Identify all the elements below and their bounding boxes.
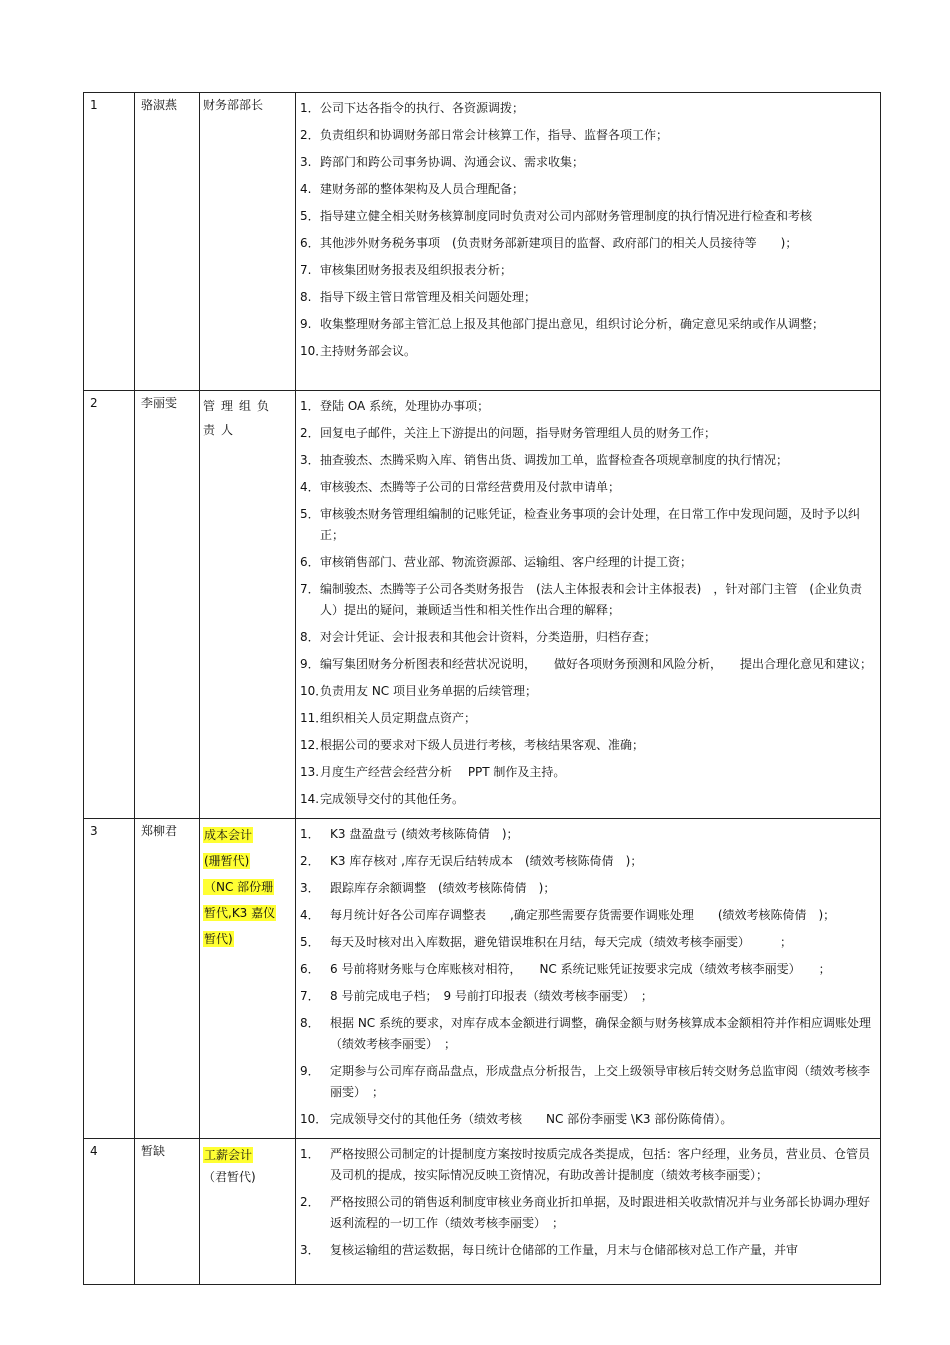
duty-text: 组织相关人员定期盘点资产； [320,711,477,725]
duty-text: 对会计凭证、会计报表和其他会计资料，分类造册，归档存查； [320,630,657,644]
duty-number: 8. [300,290,312,304]
duty-text: K3 库存核对 ,库存无误后结转成本 (绩效考核陈倚倩 )； [330,854,643,868]
duty-item [300,681,876,702]
duty-item [300,627,876,648]
position-note: 暂代,K3 嘉仪 [204,906,276,920]
duty-text: 完成领导交付的其他任务。 [320,792,465,806]
duty-item [300,708,876,729]
duty-item [300,1144,876,1186]
duty-text: 审核销售部门、营业部、物流资源部、运输组、客户经理的计提工资； [320,555,693,569]
duty-item [300,851,876,872]
position-note: (珊暂代) [204,854,250,868]
duty-number: 6． [300,236,320,250]
duty-item [300,1192,876,1234]
duty-number: 4． [300,480,320,494]
duty-number: 1． [300,101,320,115]
position-cell [200,93,296,391]
duty-text: 审核骏杰财务管理组编制的记账凭证，检查业务事项的会计处理，在日常工作中发现问题，及时予以纠正； [320,507,861,542]
duty-number: 3． [300,1243,320,1257]
position-note: （君暂代) [203,1170,256,1184]
duty-item [300,986,876,1007]
position-title: 管理组负责人 [203,399,276,437]
duty-item [300,735,876,756]
duty-text: 定期参与公司库存商品盘点，形成盘点分析报告，上交上级领导审核后转交财务总监审阅（绩效考核李丽雯） ； [330,1064,871,1099]
position-cell [200,1139,296,1285]
duty-text: 6 号前将财务账与仓库账核对相符， NC 系统记账凭证按要求完成（绩效考核李丽雯） ； [330,962,831,976]
duty-item [300,552,876,573]
duty-item [300,206,876,227]
duty-number: 1． [300,399,320,413]
duty-item [300,1061,876,1103]
duty-text: 根据 NC 系统的要求，对库存成本金额进行调整，确保金额与财务核算成本金额相符并作相应调账处理（绩效考核李丽雯） ； [330,1016,871,1051]
table-row [84,1139,881,1285]
duty-text: 编写集团财务分析图表和经营状况说明， 做好各项财务预测和风险分析， 提出合理化意见和建议； [320,657,873,671]
duty-item [300,789,876,810]
duty-number: 2． [300,854,320,868]
duty-number: 6． [300,555,320,569]
duty-text: 收集整理财务部主管汇总上报及其他部门提出意见，组织讨论分析，确定意见采纳或作从调整； [320,317,825,331]
duty-number: 9． [300,657,320,671]
table-row [84,391,881,819]
duty-number: 7. [300,263,312,277]
duty-item [300,341,876,362]
duty-number: 1． [300,1147,320,1161]
duties-cell [296,391,881,819]
duty-text: 负责用友 NC 项目业务单据的后续管理； [320,684,537,698]
duties-cell [296,819,881,1139]
duty-number: 5． [300,507,320,521]
duty-item [300,98,876,119]
table-row [84,93,881,391]
row-number: 2 [84,391,135,819]
duty-item [300,959,876,980]
duty-item [300,1240,876,1261]
position-title: 财务部部长 [203,98,264,112]
duty-text: 每天及时核对出入库数据，避免错误堆积在月结，每天完成（绩效考核李丽雯） ； [330,935,793,949]
duty-number: 14. [300,792,320,806]
duty-item [300,905,876,926]
duty-item [300,314,876,335]
duty-item [300,179,876,200]
duty-text: 负责组织和协调财务部日常会计核算工作，指导、监督各项工作； [320,128,669,142]
duty-text: 指导下级主管日常管理及相关问题处理； [320,290,537,304]
duty-text: 主持财务部会议。 [320,344,417,358]
position-cell [200,391,296,819]
duty-number: 8． [300,630,320,644]
duty-number: 2． [300,128,320,142]
duty-number: 10． [300,684,328,698]
duty-item [300,125,876,146]
duty-item [300,824,876,845]
duty-text: 审核集团财务报表及组织报表分析； [320,263,513,277]
duty-text: 严格按照公司的销售返利制度审核业务商业折扣单据，及时跟进相关收款情况并与业务部长协调办理好返利流程的一切工作（绩效考核李丽雯） ； [330,1195,871,1230]
row-number: 3 [84,819,135,1139]
duty-number: 7． [300,989,320,1003]
duty-item [300,233,876,254]
employee-name: 郑柳君 [135,819,200,1139]
duty-text: 跟踪库存余额调整 (绩效考核陈倚倩 )； [330,881,556,895]
duty-text: 回复电子邮件，关注上下游提出的问题，指导财务管理组人员的财务工作； [320,426,717,440]
duty-number: 9． [300,1064,320,1078]
duties-cell [296,1139,881,1285]
duty-text: 完成领导交付的其他任务（绩效考核 NC 部份李丽雯 \K3 部份陈倚倩）。 [330,1112,733,1126]
duty-text: 指导建立健全相关财务核算制度同时负责对公司内部财务管理制度的执行情况进行检查和考核 [320,209,813,223]
duty-number: 5． [300,209,320,223]
duty-number: 5． [300,935,320,949]
duty-text: 其他涉外财务税务事项 (负责财务部新建项目的监督、政府部门的相关人员接待等 )； [320,236,798,250]
duty-number: 6． [300,962,320,976]
duty-text: 登陆 OA 系统，处理协办事项； [320,399,490,413]
duty-text: 根据公司的要求对下级人员进行考核，考核结果客观、准确； [320,738,645,752]
employee-name: 李丽雯 [135,391,200,819]
duty-number: 10． [300,344,328,358]
duty-number: 11． [300,711,328,725]
position-title: 工薪会计 [204,1148,253,1162]
duty-number: 1． [300,827,320,841]
duty-item [300,152,876,173]
employee-name: 骆淑燕 [135,93,200,391]
duty-item [300,423,876,444]
employee-name: 暂缺 [135,1139,200,1285]
duty-text: 严格按照公司制定的计提制度方案按时按质完成各类提成，包括：客户经理，业务员，营业员、仓管员及司机的提成，按实际情况反映工资情况，有助改善计提制度（绩效考核李丽雯）； [330,1147,871,1182]
duty-text: K3 盘盈盘亏 (绩效考核陈倚倩 )； [330,827,519,841]
duty-table [83,92,881,1285]
duty-text: 抽查骏杰、杰腾采购入库、销售出货、调拨加工单，监督检查各项规章制度的执行情况； [320,453,789,467]
duty-number: 4． [300,908,320,922]
duty-number: 2． [300,1195,320,1209]
duties-cell [296,93,881,391]
duty-number: 4. [300,182,312,196]
duty-text: 公司下达各指令的执行、各资源调拨； [320,101,525,115]
duty-number: 12． [300,738,328,752]
position-cell [200,819,296,1139]
duty-item [300,932,876,953]
table-row [84,819,881,1139]
duty-number: 13. [300,765,320,779]
duty-item [300,287,876,308]
row-number: 4 [84,1139,135,1285]
duty-text: 建财务部的整体架构及人员合理配备； [320,182,525,196]
duty-number: 7． [300,582,320,596]
duty-item [300,1109,876,1130]
duty-item [300,1013,876,1055]
duty-number: 3． [300,453,320,467]
duty-item [300,654,876,675]
duty-text: 8 号前完成电子档； 9 号前打印报表（绩效考核李丽雯） ； [330,989,653,1003]
duty-item [300,396,876,417]
duty-text: 月度生产经营会经营分析 PPT 制作及主持。 [320,765,566,779]
duty-text: 跨部门和跨公司事务协调、沟通会议、需求收集； [320,155,585,169]
duty-item [300,504,876,546]
position-note: 暂代) [204,932,233,946]
duty-text: 复核运输组的营运数据，每日统计仓储部的工作量，月末与仓储部核对总工作产量，并审 [330,1243,799,1257]
duty-number: 3. [300,155,312,169]
position-note: （NC 部份珊 [204,880,274,894]
duty-text: 审核骏杰、杰腾等子公司的日常经营费用及付款申请单； [320,480,621,494]
duty-item [300,579,876,621]
duty-item [300,762,876,783]
duty-number: 2． [300,426,320,440]
duty-item [300,878,876,899]
duty-item [300,477,876,498]
duty-text: 编制骏杰、杰腾等子公司各类财务报告 (法人主体报表和会计主体报表) ，针对部门主管 (企业负责人）提出的疑问，兼顾适当性和相关性作出合理的解释； [320,582,863,617]
duty-number: 9. [300,317,312,331]
position-title: 成本会计 [204,828,253,842]
row-number: 1 [84,93,135,391]
duty-text: 每月统计好各公司库存调整表 ,确定那些需要存货需要作调账处理 (绩效考核陈倚倩 )； [330,908,836,922]
duty-number: 3． [300,881,320,895]
duty-item [300,260,876,281]
duty-item [300,450,876,471]
duty-number: 10． [300,1112,328,1126]
duty-number: 8． [300,1016,320,1030]
